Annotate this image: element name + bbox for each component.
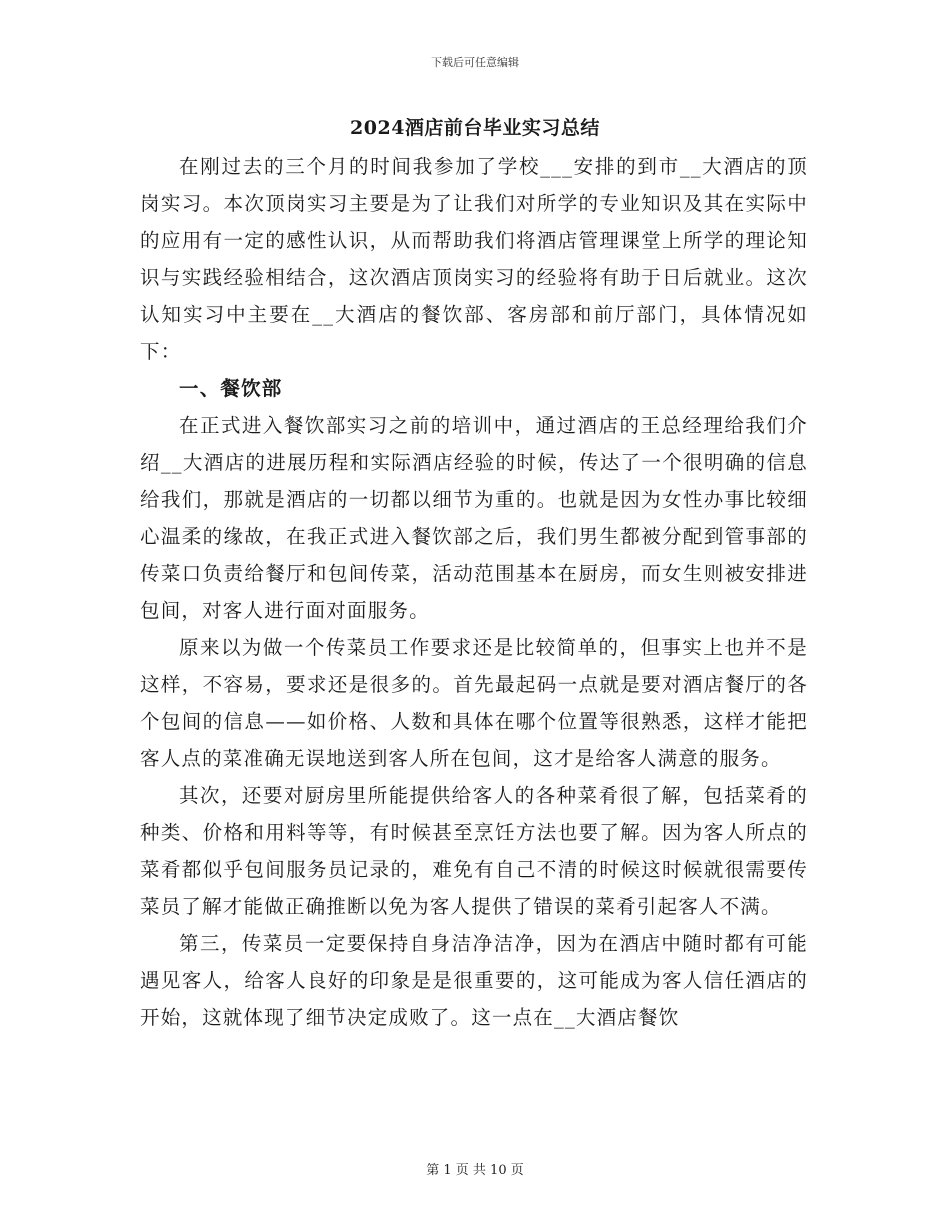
document-title: 2024酒店前台毕业实习总结: [350, 117, 600, 139]
paragraph-menu-knowledge: 其次，还要对厨房里所能提供给客人的各种菜肴很了解，包括菜肴的种类、价格和用料等等，有时候甚至烹饪方法也要了解。因为客人所点的菜肴都似乎包间服务员记录的，难免有自己不清的时候这时候就很需要传菜员了解才能做正确推断以免为客人提供了错误的菜肴引起客人不满。: [140, 784, 808, 918]
document-body: [140, 148, 808, 1036]
section-heading-catering: 一、餐饮部: [179, 377, 283, 400]
paragraph-cleanliness: 第三，传菜员一定要保持自身洁净洁净，因为在酒店中随时都有可能遇见客人，给客人良好的印象是是很重要的，这可能成为客人信任酒店的开始，这就体现了细节决定成败了。这一点在__大酒店餐饮: [140, 932, 808, 1029]
intro-paragraph: 在刚过去的三个月的时间我参加了学校___安排的到市__大酒店的顶岗实习。本次顶岗实习主要是为了让我们对所学的专业知识及其在实际中的应用有一定的感性认识，从而帮助我们将酒店管理课堂上所学的理论知识与实践经验相结合，这次酒店顶岗实习的经验将有助于日后就业。这次认知实习中主要在__大酒店的餐饮部、客房部和前厅部门，具体情况如下：: [140, 155, 808, 363]
paragraph-training: 在正式进入餐饮部实习之前的培训中，通过酒店的王总经理给我们介绍__大酒店的进展历程和实际酒店经验的时候，传达了一个很明确的信息给我们，那就是酒店的一切都以细节为重的。也就是因为女性办事比较细心温柔的缘故，在我正式进入餐饮部之后，我们男生都被分配到管事部的传菜口负责给餐厅和包间传菜，活动范围基本在厨房，而女生则被安排进包间，对客人进行面对面服务。: [140, 414, 808, 622]
page-number: 第 1 页 共 10 页: [426, 1163, 524, 1178]
paragraph-server-requirements: 原来以为做一个传菜员工作要求还是比较简单的，但事实上也并不是这样，不容易，要求还是很多的。首先最起码一点就是要对酒店餐厅的各个包间的信息——如价格、人数和具体在哪个位置等很熟悉，这样才能把客人点的菜准确无误地送到客人所在包间，这才是给客人满意的服务。: [140, 636, 808, 770]
header-note: 下载后可任意编辑: [431, 56, 519, 69]
